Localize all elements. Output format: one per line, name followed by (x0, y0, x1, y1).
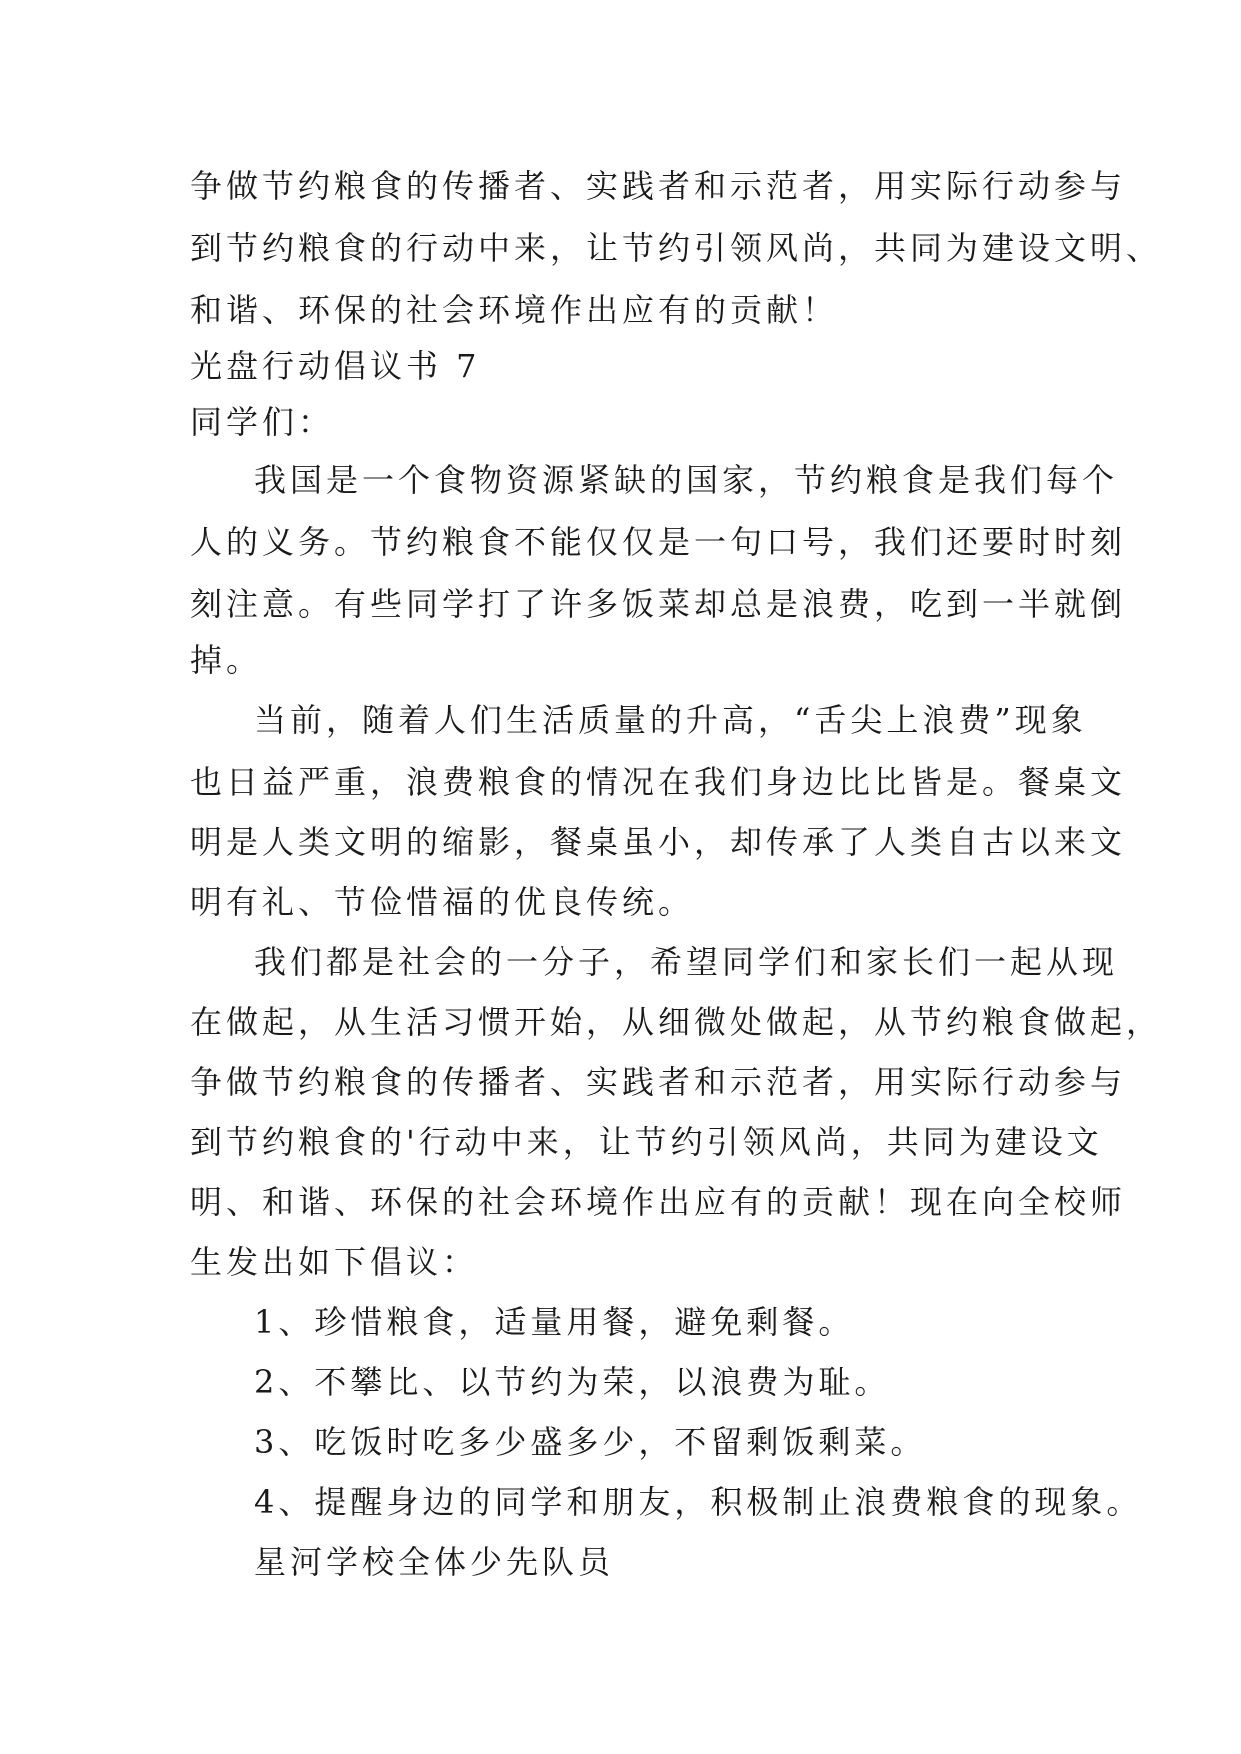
paragraph-line: 和谐、环保的社会环境作出应有的贡献！ (190, 291, 839, 329)
paragraph-line: 在做起，从生活习惯开始，从细微处做起，从节约粮食做起， (190, 1003, 1163, 1041)
paragraph-line: 争做节约粮食的传播者、实践者和示范者，用实际行动参与 (190, 167, 1127, 205)
paragraph-line: 争做节约粮食的传播者、实践者和示范者，用实际行动参与 (190, 1063, 1127, 1101)
paragraph-line: 我国是一个食物资源紧缺的国家，节约粮食是我们每个 (254, 461, 1119, 499)
paragraph-line: 到节约粮食的行动中来，让节约引领风尚，共同为建设文明、 (190, 229, 1163, 267)
paragraph-line: 明有礼、节俭惜福的优良传统。 (190, 883, 695, 921)
paragraph-line: 明、和谐、环保的社会环境作出应有的贡献！现在向全校师 (190, 1183, 1127, 1221)
list-item: 3、吃饭时吃多少盛多少，不留剩饭剩菜。 (254, 1423, 927, 1461)
signature-line: 星河学校全体少先队员 (254, 1543, 615, 1581)
paragraph-line: 也日益严重，浪费粮食的情况在我们身边比比皆是。餐桌文 (190, 763, 1127, 801)
salutation: 同学们： (190, 403, 335, 441)
paragraph-line: 人的义务。节约粮食不能仅仅是一句口号，我们还要时时刻 (190, 523, 1127, 561)
paragraph-line: 生发出如下倡议： (190, 1243, 479, 1281)
paragraph-line: 刻注意。有些同学打了许多饭菜却总是浪费，吃到一半就倒 (190, 585, 1127, 623)
paragraph-line: 明是人类文明的缩影，餐桌虽小，却传承了人类自古以来文 (190, 823, 1127, 861)
paragraph-line: 当前，随着人们生活质量的升高，“舌尖上浪费”现象 (254, 701, 1087, 739)
list-item: 1、珍惜粮食，适量用餐，避免剩餐。 (254, 1303, 855, 1341)
list-item: 2、不攀比、以节约为荣，以浪费为耻。 (254, 1363, 891, 1401)
section-title: 光盘行动倡议书 7 (190, 347, 481, 385)
paragraph-line: 掉。 (190, 641, 263, 679)
paragraph-line: 我们都是社会的一分子，希望同学们和家长们一起从现 (254, 943, 1119, 981)
list-item: 4、提醒身边的同学和朋友，积极制止浪费粮食的现象。 (254, 1483, 1143, 1521)
paragraph-line: 到节约粮食的'行动中来，让节约引领风尚，共同为建设文 (190, 1123, 1103, 1161)
